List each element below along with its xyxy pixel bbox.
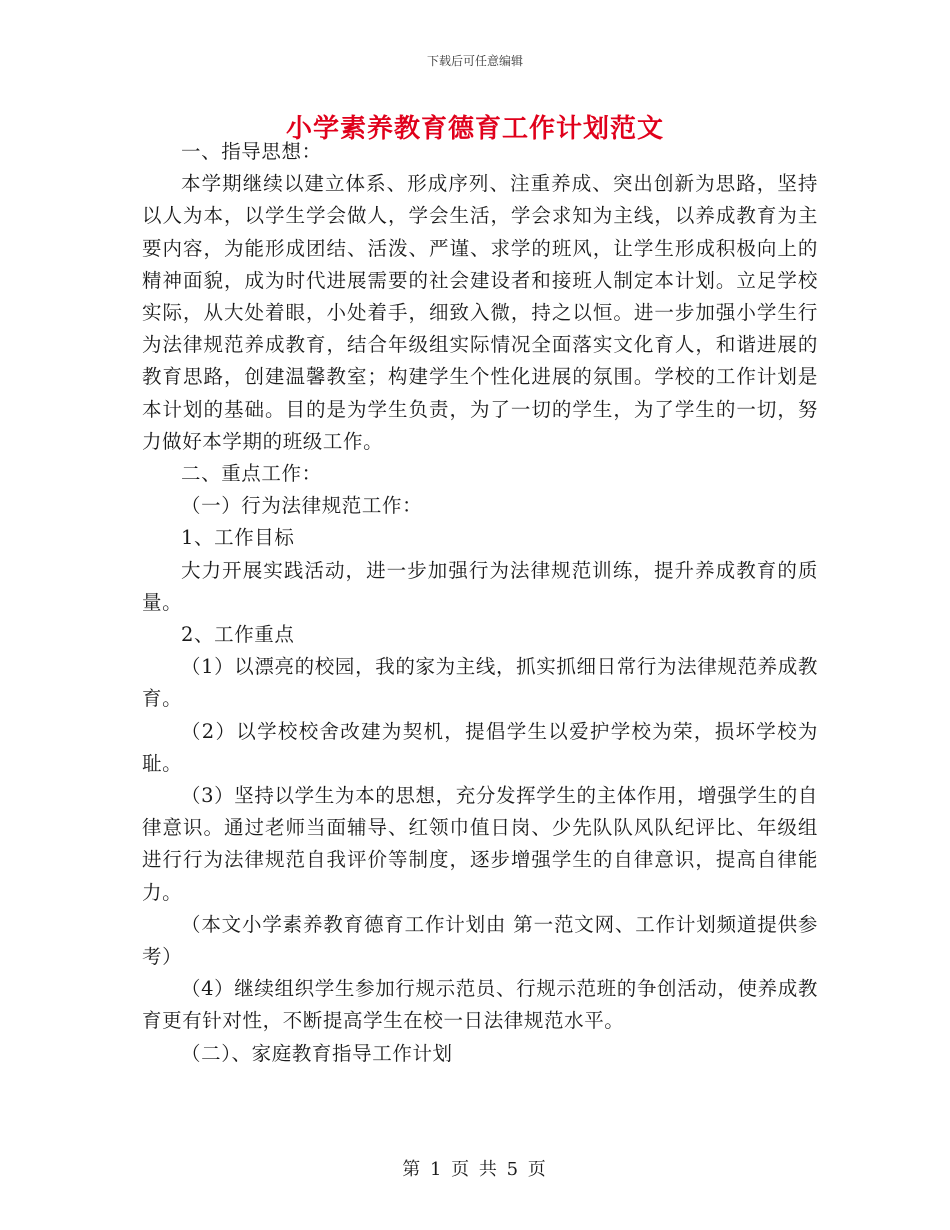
header-note: 下载后可任意编辑 [426,54,523,68]
document-body [142,136,818,1070]
heading-key-work: 二、重点工作： [181,462,322,486]
heading-work-focus: 2、工作重点 [181,623,295,647]
heading-guiding-thought: 一、指导思想： [181,140,322,163]
paragraph-focus-2: （2）以学校校舍改建为契机，提倡学生以爱护学校为荣，损坏学校为耻。 [142,719,818,775]
paragraph-work-goal: 大力开展实践活动，进一步加强行为法律规范训练，提升养成教育的质量。 [142,558,818,614]
heading-family-education: （二）、家庭教育指导工作计划 [181,1041,453,1065]
heading-work-goal: 1、工作目标 [181,526,295,550]
paragraph-source-note: （本文小学素养教育德育工作计划由 第一范文网、工作计划频道提供参考） [142,912,818,969]
document-title: 小学素养教育德育工作计划范文 [285,114,664,144]
heading-behavior-norms: （一）行为法律规范工作： [181,494,423,518]
page-number-footer: 第 1 页 共 5 页 [402,1159,548,1180]
paragraph-focus-1: （1）以漂亮的校园，我的家为主线，抓实抓细日常行为法律规范养成教育。 [142,655,818,711]
paragraph-guiding-thought: 本学期继续以建立体系、形成序列、注重养成、突出创新为思路，坚持 以人为本，以学生学会做人，学会生活，学会求知为主线，以养成教育为主要内容，为能形成团结、活泼、严谨、求学的班风，让学生形成积极向上的精神面貌，成为时代进展需要的社会建设者和接班人制定本计划。立足学校实际，从大处着眼，小处着手，细致入微，持之以恒。进一步加强小学生行为法律规范养成教育，结合年级组实际情况全面落实文化育人，和谐进展的教育思路，创建温馨教室；构建学生个性化进展的氛围。学校的工作计划是本计划的基础。目的是为学生负责，为了一切的学生，为了学生的一切，努力做好本学期的班级工作。 [142,172,818,453]
paragraph-focus-4: （4）继续组织学生参加行规示范员、行规示范班的争创活动，使养成教育更有针对性，不断提高学生在校一日法律规范水平。 [142,977,818,1033]
paragraph-focus-3: （3）坚持以学生为本的思想，充分发挥学生的主体作用，增强学生的自律意识。通过老师当面辅导、红领巾值日岗、少先队队风队纪评比、年级组进行行为法律规范自我评价等制度，逐步增强学生的自律意识，提高自律能力。 [142,784,818,904]
